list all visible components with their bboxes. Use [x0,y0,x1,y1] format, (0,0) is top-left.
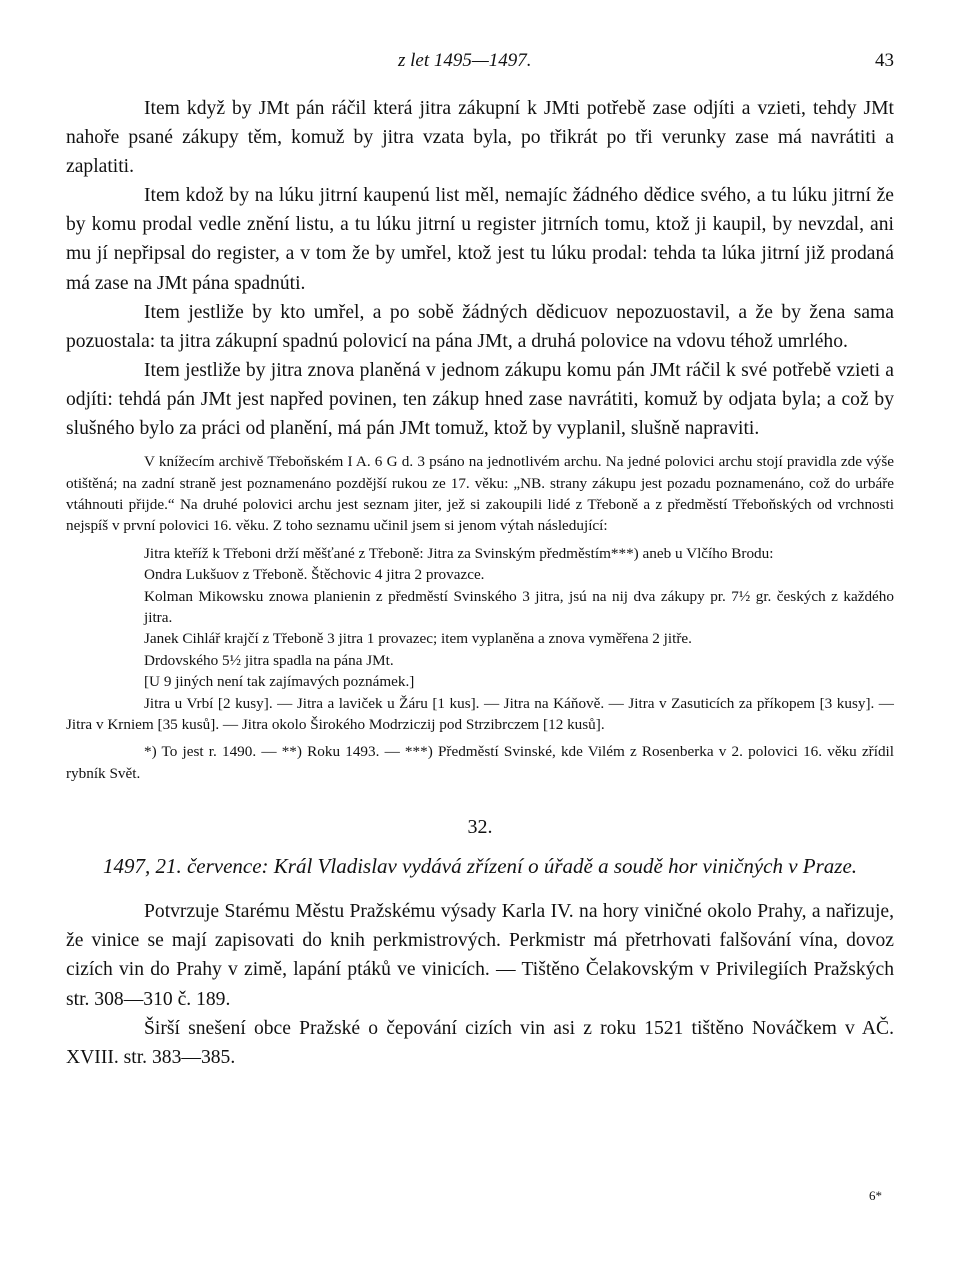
doc32-paragraph-1: Potvrzuje Starému Městu Pražskému výsady Karla IV. na hory viničné okolo Prahy, a nařizuje, že vinice se mají zapisovati do knih perkmistrových. Perkmistr má přetrhovati falšování vína, dovoz cizích vin do Prahy v zimě, lapání ptáků ve vinicích. — Tištěno Čelakovským v Privilegiích Pražských str. 308—310 č. 189. [66,901,894,1010]
paragraph-2: Item kdož by na lúku jitrní kaupenú list měl, nemajíc žádného dědice svého, a tu lúku jitrní že by komu prodal vedle znění listu, a tu lúku jitrní u register jitrních tomu, ktož ji kaupil, by nevzdal, ani mu jí nepřipsal do register, a v tom že by umřel, ktož jest tu lúku prodal: tehda ta lúka jitrní již prodaná má zase na JMt pána spadnúti. [66,185,894,294]
footnotes: *) To jest r. 1490. — **) Roku 1493. — ***) Předměstí Svinské, kde Vilém z Rosenberka v 2. polovici 16. věku zřídil rybník Svět. [66,743,894,782]
paragraph-1: Item když by JMt pán ráčil která jitra zákupní k JMti potřebě zase odjíti a vzieti, tehdy JMt nahoře psané zákupy těm, komuž by jitra vzata byla, po třikrát po tři verunky zase má navrátiti a zaplatiti. [66,98,894,178]
document-number: 32. [467,816,493,839]
page-body [66,94,894,1072]
document-title: 1497, 21. července: Král Vladislav vydává zřízení o úřadě a soudě hor viničných v Praze. [102,854,858,879]
list-entry: Drdovského 5½ jitra spadla na pána JMt. [144,651,394,669]
list-entry: Ondra Lukšuov z Třeboně. Štěchovic 4 jitra 2 provazce. [144,566,485,584]
list-entry: Kolman Mikowsku znowa planienin z předměstí Svinského 3 jitra, jsú na nij dva zákupy pr. 7½ gr. českých z každého jitra. [144,587,894,626]
list-heading: Jitra kteříž k Třeboni drží měšťané z Třeboně: Jitra za Svinským předměstím***) aneb u Vlčího Brodu: [144,544,774,562]
archive-note: V knížecím archivě Třeboňském I A. 6 G d. 3 psáno na jednotlivém archu. Na jedné polovici archu stojí pravidla zde výše otištěná; na zadní straně jest poznamenáno pozdější rukou ze 17. věku: „NB. strany zákupu jest pozadu poznamenáno, což do urbáře vtáhnouti přijde.“ Na druhé polovici archu jest seznam jiter, jež si zakoupili lidé z Třeboně a z předměstí Třeboňských od vrchnosti nejspíš v první polovici 16. věku. Z toho seznamu učinil jsem si jenom výtah následující: [66,453,894,535]
list-entry: [U 9 jiných není tak zajímavých poznámek.] [144,673,415,691]
paragraph-3: Item jestliže by kto umřel, a po sobě žádných dědicuov nepozuostavil, a že by žena sama pozuostala: ta jitra zákupní spadnú polovicí na pána JMt, a druhá polovice na vdovu téhož umrlého. [66,301,894,352]
signature-mark: 6* [869,1188,882,1203]
running-title: z let 1495—1497. [398,50,532,71]
doc32-paragraph-2: Širší snešení obce Pražské o čepování cizích vin asi z roku 1521 tištěno Nováčkem v AČ. XVIII. str. 383—385. [66,1017,894,1068]
page-number: 43 [875,50,894,71]
list-entry: Janek Cihlář krajčí z Třeboně 3 jitra 1 provazec; item vyplaněna a znova vyměřena 2 jitře. [144,630,692,648]
closing-list: Jitra u Vrbí [2 kusy]. — Jitra a laviček u Žáru [1 kus]. — Jitra na Káňově. — Jitra v Zasuticích za příkopem [3 kusy]. — Jitra v Krniem [35 kusů]. — Jitra okolo Širokého Modrziczij pod Strzibrczem [12 kusů]. [66,694,894,733]
page-header [0,50,960,76]
paragraph-4: Item jestliže by jitra znova planěná v jednom zákupu komu pán JMt ráčil k své potřebě vzieti a odjíti: tehdá pán JMt jest napřed povinen, ten zákup hned zase navrátiti, komuž by odjata byla; a což by slušného bylo za práci od planění, má pán JMt tomuž, ktož by vyplanil, slušně napraviti. [66,359,894,440]
